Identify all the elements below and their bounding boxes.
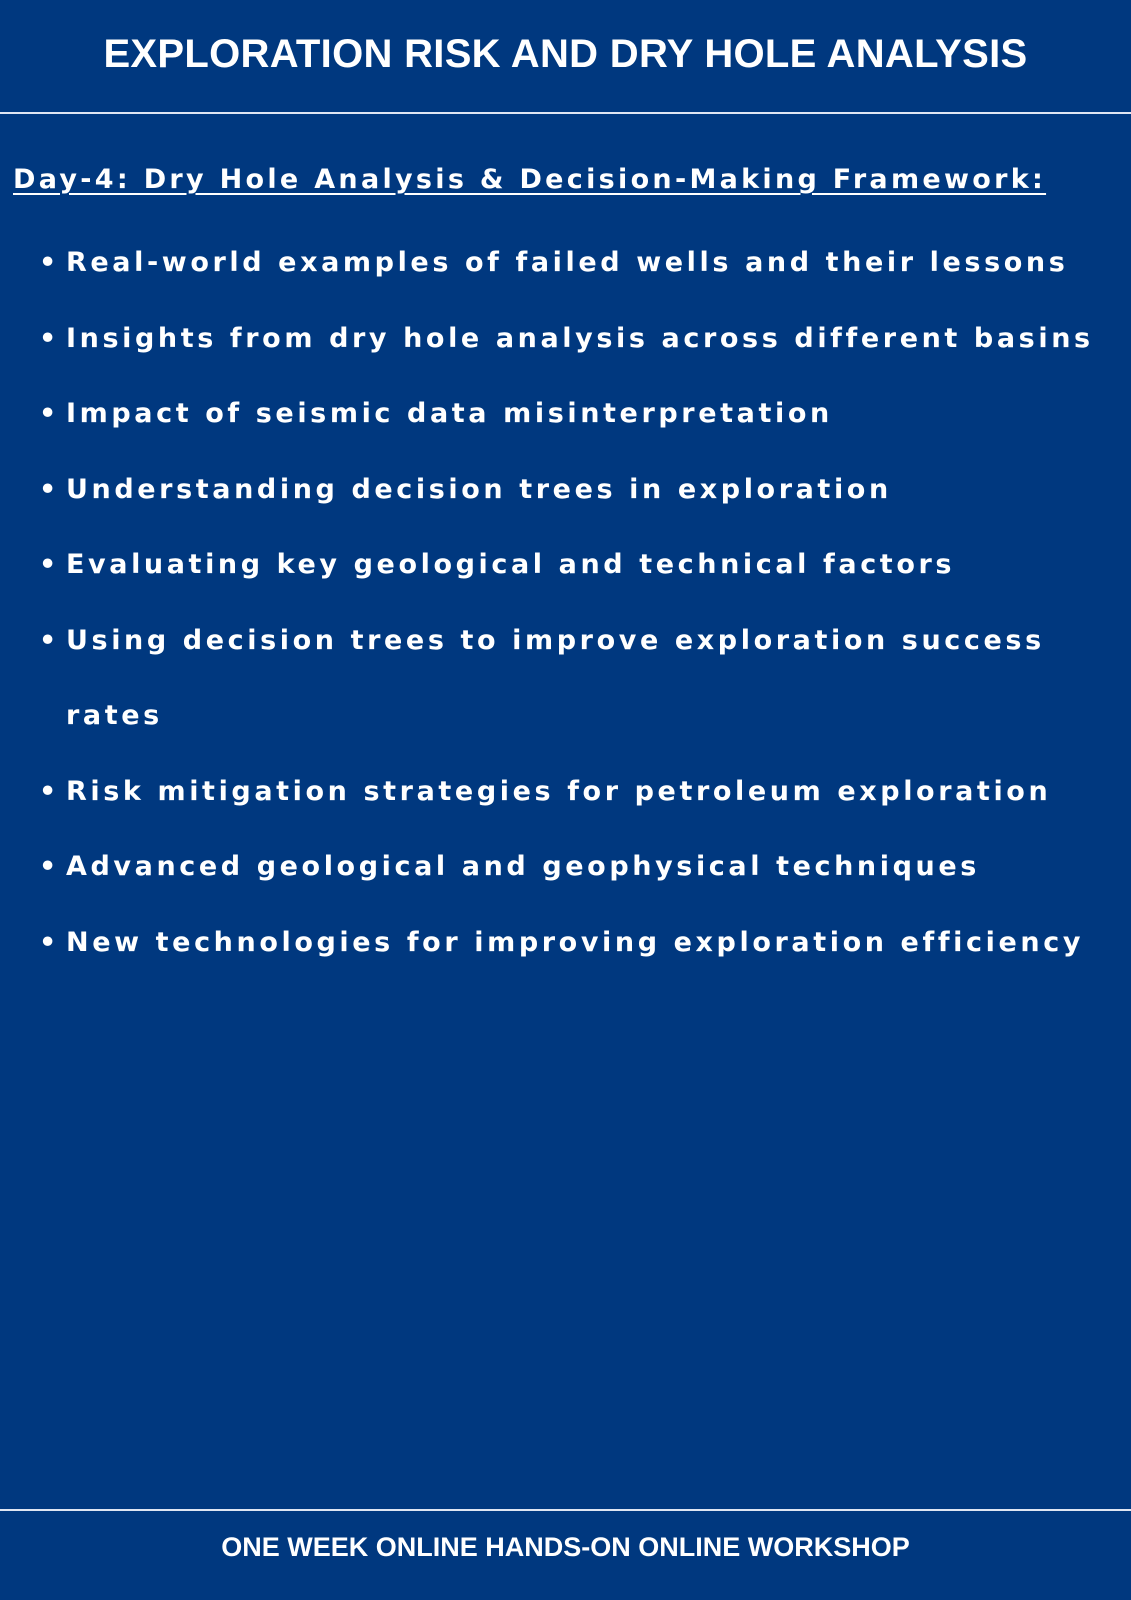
list-item: [34, 376, 1124, 452]
bullet-icon: •: [39, 549, 60, 580]
list-item: [34, 452, 1124, 528]
footer-divider: [0, 1509, 1131, 1511]
list-item: [34, 225, 1124, 301]
list-item: [34, 603, 1124, 754]
list-item: [34, 301, 1124, 377]
list-item: [34, 754, 1124, 830]
page-title: EXPLORATION RISK AND DRY HOLE ANALYSIS: [103, 32, 1028, 76]
bullet-icon: •: [39, 851, 60, 882]
list-item-text: Real-world examples of failed wells and their lessons: [66, 247, 1069, 278]
list-item-text: Evaluating key geological and technical factors: [66, 549, 956, 580]
topic-list: [34, 225, 1124, 980]
bullet-icon: •: [39, 775, 60, 807]
section-heading: Day-4: Dry Hole Analysis & Decision-Making Framework:: [13, 164, 1047, 195]
list-item-text: Advanced geological and geophysical techniques: [66, 851, 980, 882]
bullet-icon: •: [39, 398, 60, 429]
bullet-icon: •: [39, 322, 60, 354]
bullet-icon: •: [39, 624, 60, 656]
list-item-text: New technologies for improving exploration efficiency: [66, 926, 1085, 958]
list-item-text: Using decision trees to improve exploration success rates: [66, 624, 1045, 731]
bullet-icon: •: [39, 926, 60, 958]
list-item: [34, 527, 1124, 603]
bullet-icon: •: [39, 473, 60, 505]
list-item-text: Impact of seismic data misinterpretation: [66, 398, 833, 429]
list-item-text: Insights from dry hole analysis across different basins: [66, 322, 1094, 354]
list-item: [34, 905, 1124, 981]
footer-text: ONE WEEK ONLINE HANDS-ON ONLINE WORKSHOP: [221, 1532, 910, 1562]
bullet-icon: •: [39, 247, 60, 278]
list-item-text: Understanding decision trees in exploration: [66, 473, 892, 505]
list-item: [34, 829, 1124, 905]
list-item-text: Risk mitigation strategies for petroleum exploration: [66, 775, 1052, 807]
header-divider: [0, 112, 1131, 114]
